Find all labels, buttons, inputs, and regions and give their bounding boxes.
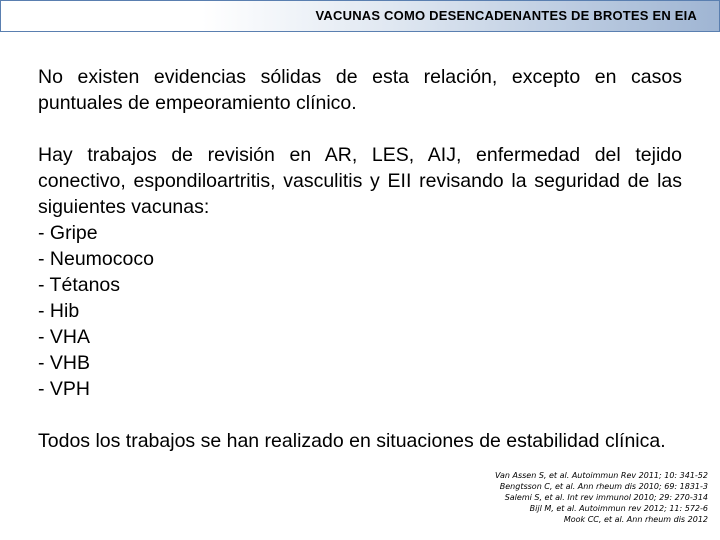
spacer — [38, 116, 682, 142]
slide-content — [38, 64, 682, 454]
reference-item: Bijl M, et al. Autoimmun rev 2012; 11: 572-6 — [529, 504, 708, 513]
paragraph-reviews: Hay trabajos de revisión en AR, LES, AIJ, enfermedad del tejido conectivo, espondiloartritis, vasculitis y EII revisando la seguridad de las siguientes vacunas: — [38, 144, 682, 218]
reference-item: Van Assen S, et al. Autoimmun Rev 2011; 10: 341-52 — [495, 471, 708, 480]
list-item: - Neumococo — [38, 248, 154, 270]
paragraph-conclusion: Todos los trabajos se han realizado en situaciones de estabilidad clínica. — [38, 430, 666, 452]
spacer — [38, 402, 682, 428]
paragraph-evidence: No existen evidencias sólidas de esta relación, excepto en casos puntuales de empeoramiento clínico. — [38, 66, 682, 114]
reference-item: Bengtsson C, et al. Ann rheum dis 2010; 69: 1831-3 — [499, 482, 708, 491]
reference-item: Mook CC, et al. Ann rheum dis 2012 — [563, 515, 708, 524]
list-item: - VHB — [38, 352, 91, 374]
list-item: - Gripe — [38, 222, 98, 244]
list-item: - VPH — [38, 378, 91, 400]
list-item: - Tétanos — [38, 274, 121, 296]
page-title: VACUNAS COMO DESENCADENANTES DE BROTES EN EIA — [315, 8, 697, 23]
header-bar — [0, 0, 720, 32]
list-item: - VHA — [38, 326, 91, 348]
vaccine-list — [38, 220, 682, 402]
references — [448, 470, 708, 525]
list-item: - Hib — [38, 300, 80, 322]
reference-item: Salemi S, et al. Int rev immunol 2010; 29: 270-314 — [504, 493, 708, 502]
